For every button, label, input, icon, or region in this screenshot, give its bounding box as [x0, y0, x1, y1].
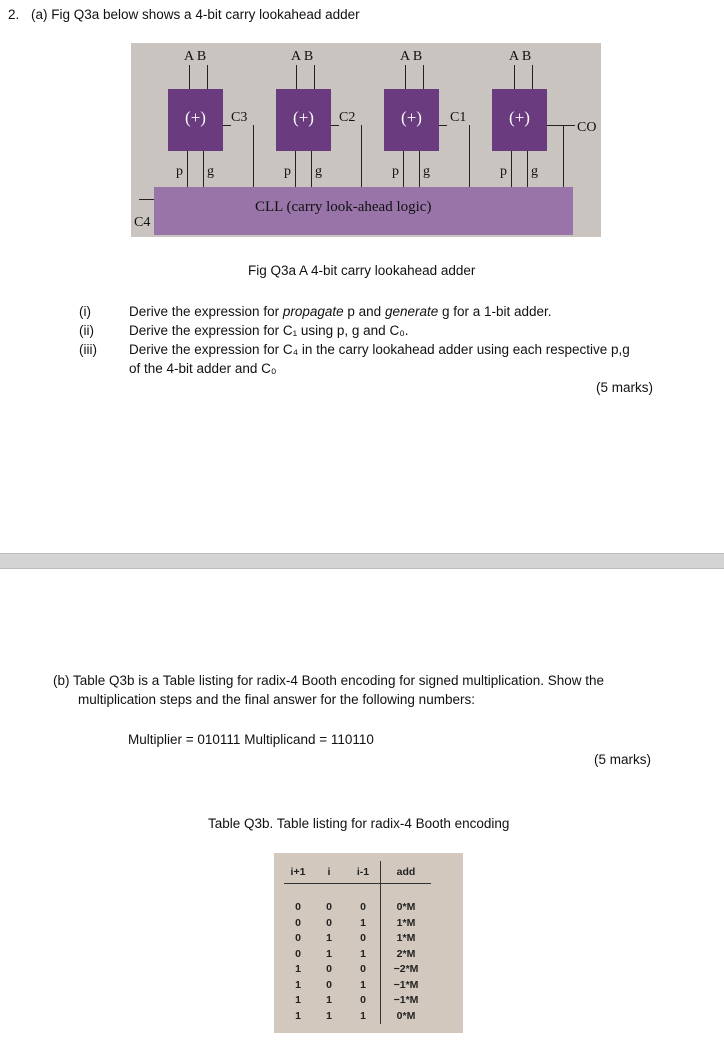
part-b-text-continued: multiplication steps and the final answer for the following numbers:	[78, 692, 475, 707]
carry-label-c3: C3	[231, 110, 248, 125]
table-row	[284, 900, 431, 916]
carry-label-c1: C1	[450, 110, 467, 125]
table-cell: 1	[295, 978, 301, 991]
table-cell: 1	[360, 978, 366, 991]
table-cell: 0	[295, 916, 301, 929]
cell-input-label: A B	[184, 49, 207, 64]
item-num: (ii)	[79, 323, 94, 338]
column-header: i-1	[346, 861, 381, 884]
table-cell: 1	[326, 1009, 332, 1022]
cll-label: CLL (carry look-ahead logic)	[255, 199, 432, 215]
table-row	[284, 946, 431, 962]
column-header: i	[312, 861, 346, 884]
table-row	[284, 977, 431, 993]
table-row	[284, 962, 431, 978]
table-cell: 0	[326, 963, 332, 976]
numbers-line: Multiplier = 010111 Multiplicand = 110110	[128, 732, 374, 747]
p-label: p	[392, 164, 399, 179]
table-cell: 1	[295, 994, 301, 1007]
table-cell: 0	[360, 932, 366, 945]
question-number: 2.	[8, 7, 20, 22]
table-cell: 1	[295, 963, 301, 976]
part-a-intro: (a) Fig Q3a below shows a 4-bit carry lookahead adder	[31, 7, 360, 22]
g-label: g	[207, 164, 214, 179]
item-num: (iii)	[79, 342, 97, 357]
table-cell: 1	[326, 947, 332, 960]
g-label: g	[315, 164, 322, 179]
table-cell: 0	[326, 916, 332, 929]
table-row	[284, 931, 431, 947]
table-row	[284, 915, 431, 931]
table-cell: 1	[326, 932, 332, 945]
full-adder-cell	[492, 89, 547, 151]
table-cell: 0	[295, 947, 301, 960]
table-cell: 0	[295, 932, 301, 945]
p-label: p	[284, 164, 291, 179]
item-text: Derive the expression for C₁ using p, g and C₀.	[129, 323, 409, 338]
cell-input-label: A B	[509, 49, 532, 64]
page-divider	[0, 553, 724, 569]
carry-lookahead-logic-block	[154, 187, 573, 235]
adder-symbol: (+)	[401, 108, 422, 127]
g-label: g	[531, 164, 538, 179]
table-cell: 1	[326, 994, 332, 1007]
full-adder-cell	[384, 89, 439, 151]
full-adder-cell	[168, 89, 223, 151]
carry-label-c0: CO	[577, 120, 597, 135]
marks-a: (5 marks)	[596, 380, 653, 395]
item-text: Derive the expression for propagate p and generate g for a 1-bit adder.	[129, 304, 552, 319]
table-header-row	[284, 861, 431, 884]
item-text: Derive the expression for C₄ in the carry lookahead adder using each respective p,g	[129, 342, 630, 357]
cell-input-label: A B	[291, 49, 314, 64]
table-cell: −1*M	[381, 977, 432, 993]
item-text-continued: of the 4-bit adder and C₀	[129, 361, 277, 376]
adder-symbol: (+)	[509, 108, 530, 127]
booth-encoding-table	[274, 853, 463, 1033]
full-adder-cell	[276, 89, 331, 151]
adder-symbol: (+)	[293, 108, 314, 127]
carry-lookahead-figure	[131, 43, 601, 237]
table-cell: 1*M	[381, 915, 432, 931]
table-cell: 0	[295, 901, 301, 914]
table-row	[284, 1008, 431, 1024]
part-b-text: (b) Table Q3b is a Table listing for radix-4 Booth encoding for signed multiplication. Show the	[53, 673, 605, 688]
figure-caption: Fig Q3a A 4-bit carry lookahead adder	[248, 263, 476, 278]
carry-label-c2: C2	[339, 110, 356, 125]
table-cell: 2*M	[381, 946, 432, 962]
table-cell: 1	[360, 916, 366, 929]
table-cell: 0	[326, 978, 332, 991]
c4-label: C4	[134, 215, 151, 230]
table-cell: 0*M	[381, 900, 432, 916]
table-cell: 1	[295, 1009, 301, 1022]
table-cell: 0*M	[381, 1008, 432, 1024]
table-cell: 0	[360, 901, 366, 914]
table-cell: 1	[360, 1009, 366, 1022]
p-label: p	[500, 164, 507, 179]
adder-symbol: (+)	[185, 108, 206, 127]
g-label: g	[423, 164, 430, 179]
table-caption: Table Q3b. Table listing for radix-4 Booth encoding	[208, 816, 510, 831]
table-cell: 0	[326, 901, 332, 914]
column-header: i+1	[284, 861, 312, 884]
marks-b: (5 marks)	[594, 752, 651, 767]
cell-input-label: A B	[400, 49, 423, 64]
table-cell: −1*M	[381, 993, 432, 1009]
table-cell: 1	[360, 947, 366, 960]
table-row	[284, 993, 431, 1009]
p-label: p	[176, 164, 183, 179]
table-cell: −2*M	[381, 962, 432, 978]
table-cell: 0	[360, 994, 366, 1007]
column-header: add	[381, 861, 432, 884]
item-num: (i)	[79, 304, 91, 319]
table-cell: 1*M	[381, 931, 432, 947]
table-cell: 0	[360, 963, 366, 976]
